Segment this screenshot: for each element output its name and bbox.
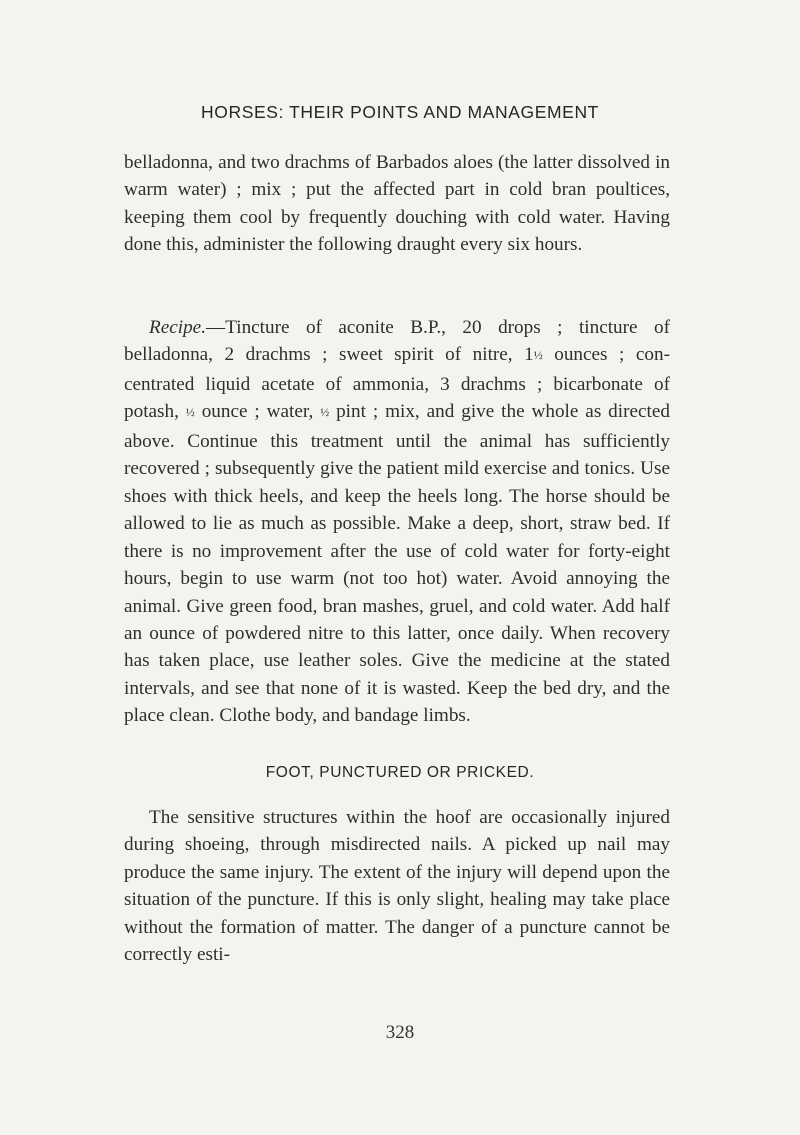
fraction-half: ½ [533, 348, 543, 363]
paragraph-foot-punctured [124, 804, 670, 969]
paragraph-recipe [124, 314, 670, 730]
paragraph-text [124, 314, 670, 730]
em-dash: — [206, 317, 226, 338]
recipe-text-b: ounces ; con- centrated liquid acetate of ammonia, 3 drachms ; bicarbonate of potash, [124, 344, 670, 423]
recipe-label: Recipe. [149, 317, 206, 338]
fraction-half: ½ [320, 405, 330, 420]
fraction-half: ½ [185, 405, 195, 420]
page-number: 328 [385, 1022, 415, 1043]
paragraph-text: The sensitive structures within the hoof are occasionally injured during shoeing, through misdirected nails. A picked up nail may produce the same injury. The extent of the injury will depend upon the situation of the puncture. If this is only slight, healing may take place without the formation of matter. The danger of a puncture cannot be correctly esti- [124, 807, 670, 966]
recipe-text-a: Tincture of aconite B.P., 20 drops ; tincture of belladonna, 2 drachms ; sweet spirit of nitre, 1 [124, 317, 670, 366]
paragraph-text: belladonna, and two drachms of Barbados aloes (the latter dissolved in warm water) ; mix ; put the affected part in cold bran poultices, keeping them cool by frequently douching with cold water. Having done this, administer the following draught every six hours. [124, 152, 670, 256]
running-head: HORSES: THEIR POINTS AND MANAGEMENT [201, 102, 599, 122]
paragraph-continuation [124, 149, 670, 259]
recipe-text-d: pint ; mix, and give the whole as directed above. Continue this treatment until the animal has sufficiently recovered ; subsequently give the patient mild exercise and tonics. Use shoes with thick heels, and keep the heels long. The horse should be allowed to lie as much as possible. Make a deep, short, straw bed. If there is no improvement after the use of cold water for forty-eight hours, begin to use warm (not too hot) water. Avoid annoying the animal. Give green food, bran mashes, gruel, and cold water. Add half an ounce of powdered nitre to this latter, once daily. When recovery has taken place, use leather soles. Give the medicine at the stated intervals, and see that none of it is wasted. Keep the bed dry, and the place clean. Clothe body, and bandage limbs. [124, 401, 670, 727]
recipe-text-c: ounce ; water, [194, 401, 321, 423]
section-heading: FOOT, PUNCTURED OR PRICKED. [265, 764, 535, 781]
